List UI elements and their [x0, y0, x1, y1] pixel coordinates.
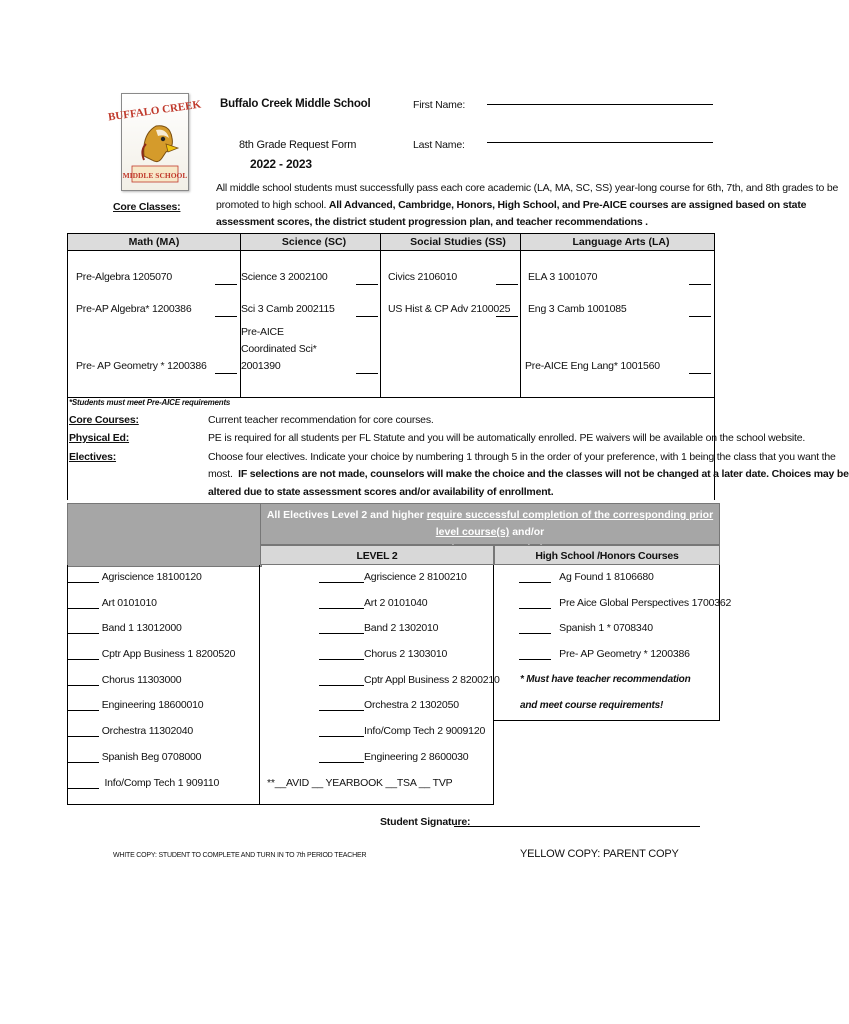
course-ss-1: Civics 2106010 [388, 271, 457, 283]
course-science-2: Sci 3 Camb 2002115 [241, 303, 335, 315]
notes-box [67, 396, 715, 500]
logo-top-text: BUFFALO CREEK [107, 98, 202, 124]
level2-4: Chorus 2 1303010 [364, 648, 448, 660]
course-science-3a: Pre-AICE [241, 326, 284, 338]
course-math-1: Pre-Algebra 1205070 [76, 271, 173, 283]
level2-8: Engineering 2 8600030 [364, 751, 469, 763]
signature-label: Student Signature: [380, 816, 471, 828]
hs-course-4: Pre- AP Geometry * 1200386 [559, 648, 690, 660]
intro-line-1: All middle school students must successfully pass each core academic (LA, MA, SC, SS) year-long course for 6th, 7th, and 8th grades to be [216, 182, 839, 194]
la-1-check[interactable] [689, 284, 711, 285]
school-year: 2022 - 2023 [250, 157, 312, 171]
math-3-check[interactable] [215, 373, 237, 374]
elective-9: Info/Comp Tech 1 909110 [104, 777, 220, 789]
ss-1-check[interactable] [496, 284, 518, 285]
core-classes-table [67, 233, 715, 398]
course-science-1: Science 3 2002100 [241, 271, 328, 283]
core-courses-label: Core Courses: [69, 414, 139, 426]
hs-honors-header: High School /Honors Courses [494, 545, 720, 565]
hs-note-1: * Must have teacher recommendation [520, 674, 691, 685]
logo-bottom-text: MIDDLE SCHOOL [122, 171, 188, 180]
level2-2: Art 2 0101040 [364, 597, 428, 609]
hs-note-2: and meet course requirements! [520, 700, 664, 711]
course-math-3: Pre- AP Geometry * 1200386 [76, 360, 207, 372]
science-1-check[interactable] [356, 284, 378, 285]
level2-5: Cptr Appl Business 2 8200210 [364, 674, 500, 686]
science-3-check[interactable] [356, 373, 378, 374]
math-1-check[interactable] [215, 284, 237, 285]
electives-corner-cell [67, 503, 262, 567]
course-ss-2: US Hist & CP Adv 2100025 [388, 303, 511, 315]
level2-1: Agriscience 2 8100210 [364, 571, 467, 583]
buffalo-logo-graphic [107, 94, 202, 190]
elective-5: Chorus 11303000 [101, 674, 182, 686]
hs-course-1: Ag Found 1 8106680 [559, 571, 654, 583]
physical-ed-text: PE is required for all students per FL Statute and you will be automatically enrolled. PE waivers will be available on the school website. [208, 432, 806, 444]
course-la-1: ELA 3 1001070 [528, 271, 598, 283]
course-science-3b: Coordinated Sci* [241, 343, 317, 355]
banner-text-a: All Electives Level 2 and higher [266, 509, 424, 521]
math-2-check[interactable] [215, 316, 237, 317]
school-logo [107, 93, 202, 191]
signature-field[interactable] [454, 826, 700, 827]
elective-6: Engineering 18600010 [101, 699, 204, 711]
science-2-check[interactable] [356, 316, 378, 317]
intro-line-3: assessment scores, the district student progression plan, and teacher recommendations . [216, 216, 648, 228]
physical-ed-label: Physical Ed: [69, 432, 130, 444]
hs-course-2: Pre Aice Global Perspectives 1700362 [559, 597, 732, 609]
white-copy-note: WHITE COPY: STUDENT TO COMPLETE AND TURN IN TO 7th PERIOD TEACHER [113, 852, 367, 859]
level2-3: Band 2 1302010 [364, 622, 439, 634]
header-social-studies: Social Studies (SS) [388, 234, 528, 251]
course-science-3c: 2001390 [241, 360, 281, 372]
banner-text-c: and/or [512, 526, 545, 538]
course-math-2: Pre-AP Algebra* 1200386 [76, 303, 192, 315]
elective-8: Spanish Beg 0708000 [101, 751, 202, 763]
electives-text-2b: IF selections are not made, counselors will make the choice and the classes will not be changed at a later date. Choices may be [238, 468, 849, 480]
form-title: 8th Grade Request Form [239, 139, 357, 151]
header-science: Science (SC) [240, 234, 388, 251]
footnote: *Students must meet Pre-AICE requirements [69, 398, 231, 407]
electives-table [67, 503, 732, 806]
la-3-check[interactable] [689, 373, 711, 374]
header-language-arts: Language Arts (LA) [528, 234, 714, 251]
intro-line-2 [216, 199, 806, 211]
level2-7: Info/Comp Tech 2 9009120 [364, 725, 486, 737]
school-name: Buffalo Creek Middle School [220, 98, 371, 110]
electives-label: Electives: [69, 451, 117, 463]
first-name-field[interactable] [487, 104, 713, 105]
extra-electives[interactable]: **__AVID __ YEARBOOK __TSA __ TVP [267, 777, 453, 789]
level2-header: LEVEL 2 [260, 545, 494, 565]
electives-text-1: Choose four electives. Indicate your choice by numbering 1 through 5 in the order of your preference, with 1 being the class that you want the [208, 451, 836, 463]
hs-course-3: Spanish 1 * 0708340 [559, 622, 653, 634]
electives-text-3: altered due to state assessment scores and/or availability of enrollment. [208, 486, 554, 498]
elective-7: Orchestra 11302040 [101, 725, 194, 737]
elective-1: Agriscience 18100120 [101, 571, 202, 583]
course-la-2: Eng 3 Camb 1001085 [528, 303, 627, 315]
last-name-field[interactable] [487, 142, 713, 143]
course-la-3: Pre-AICE Eng Lang* 1001560 [525, 360, 660, 372]
intro-line-2a: promoted to high school. [216, 199, 327, 211]
header-math: Math (MA) [68, 234, 240, 251]
ss-2-check[interactable] [496, 316, 518, 317]
last-name-label: Last Name: [413, 139, 465, 151]
first-name-label: First Name: [413, 99, 466, 111]
electives-text-2 [208, 468, 849, 480]
core-courses-text: Current teacher recommendation for core courses. [208, 414, 434, 426]
elective-4: Cptr App Business 1 8200520 [101, 648, 236, 660]
electives-text-2a: most. [208, 468, 233, 480]
elective-2: Art 0101010 [101, 597, 157, 609]
level2-6: Orchestra 2 1302050 [364, 699, 459, 711]
intro-line-2b: All Advanced, Cambridge, Honors, High School, and Pre-AICE courses are assigned based on state [328, 199, 807, 211]
yellow-copy-note: YELLOW COPY: PARENT COPY [520, 848, 679, 860]
electives-banner [260, 503, 720, 545]
banner-text-b: require successful completion of the corresponding prior level course(s) [426, 509, 714, 538]
elective-3: Band 1 13012000 [101, 622, 182, 634]
la-2-check[interactable] [689, 316, 711, 317]
core-classes-label: Core Classes: [113, 201, 181, 213]
